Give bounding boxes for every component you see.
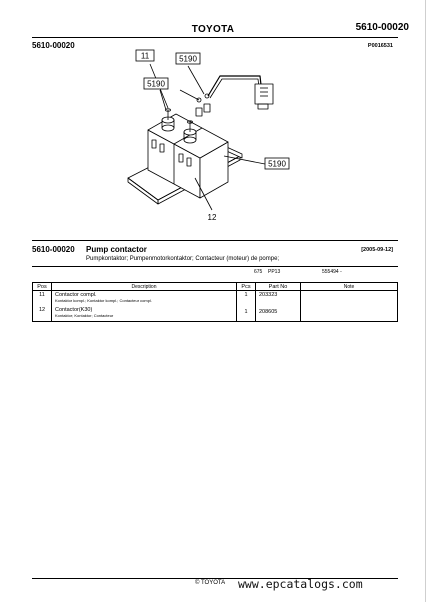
callout-12-label: 12 [207,213,217,222]
row-description [52,291,237,304]
section-code: 5610-00020 [32,245,75,254]
col-qty-header: Pcs [237,283,256,291]
col-part-header: Part No [256,283,301,291]
row-part-no: 203323 [256,291,301,304]
section-title: Pump contactor [86,245,147,254]
col-pos-header: Pos [33,283,52,291]
watermark-link[interactable]: www.epcatalogs.com [238,577,363,591]
contactor-exploded-diagram [100,48,340,233]
figure-code: 5610-00020 [32,41,75,50]
row-pos: 11 [33,291,52,304]
page-code: 5610-00020 [355,22,409,33]
row-description [52,303,237,322]
header-divider [32,37,398,38]
figure-reference: P0016531 [367,43,393,49]
row-pos: 12 [33,303,52,322]
row-qty: 1 [237,303,256,322]
row-desc-sub: Kontaktor; Kontaktor; Contacteur [55,313,114,318]
table-row [33,291,398,304]
section-translations: Pumpkontaktor; Pumpenmotorkontaktor; Contacteur (moteur) de pompe; [86,256,280,262]
row-qty: 1 [237,291,256,304]
col-note-header: Note [301,283,398,291]
model-code: 675 [254,269,263,275]
serial-range: 555494 - [322,269,342,275]
brand-title: TOYOTA [191,24,235,35]
copyright: © TOYOTA [195,580,226,586]
row-note [301,303,398,322]
callout-11-label: 11 [140,51,150,61]
callout-5190-top-label: 5190 [179,54,197,64]
callout-5190-left-label: 5190 [147,79,165,89]
table-header-row [33,283,398,291]
row-note [301,291,398,304]
section-date: [2005-09-12] [361,247,393,253]
model-type: PP13 [268,269,281,275]
table-top-rule [32,266,398,267]
callout-5190-right-label: 5190 [268,159,286,169]
row-part-no: 208605 [256,303,301,322]
row-desc-main: Contactor(K30) [55,307,93,313]
parts-table [32,282,398,322]
row-desc-sub: Kontaktor kompl.; Kontaktor kompl.; Contacteur compl. [55,298,152,303]
row-desc-main: Contactor compl. [55,292,97,298]
table-row [33,303,398,322]
col-desc-header: Description [52,283,237,291]
section-divider [32,240,398,241]
